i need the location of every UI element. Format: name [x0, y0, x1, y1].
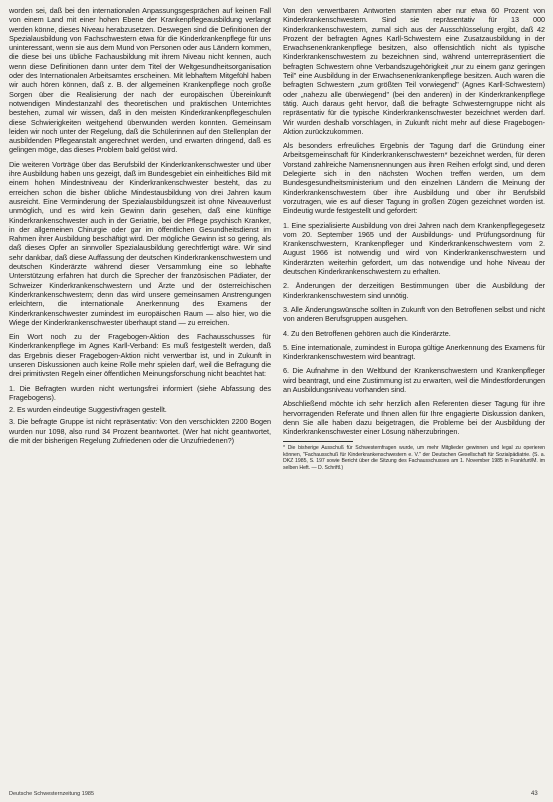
left-paragraph-2: Die weiteren Vorträge über das Berufsbild der Kinderkrankenschwester und über ihre Ausbildung haben uns gezeigt, daß im Bundesgebiet ein einheitliches Bild mit einem hohen Mindestniveau der Kinderkrankenschwester besteht, das zu erreichen schon die bisher übliche Mindestausbildung von drei Jahren kaum ausreicht. Eine Verminderung der Spezialausbildungszeit ist ohne Niveauverlust unmöglich, und es wird kein Gewinn darin gesehen, daß eine künftige Kinderkrankenschwester auch in der Geriatrie, bei der Pflege psychisch Kranker, in der allgemeinen Chirurgie oder gar im öffentlichen Gesundheitsdienst im Rahmen ihrer Ausbildung beschäftigt wird. Der mögliche Gewinn ist so gering, als daß dieses Opfer an sinnvoller Spezialausbildung gerechtfertigt wäre. Wir sind sehr dankbar, daß diese Auffassung der deutschen Kinderkrankenschwestern und deutschen Kinderärzte während dieser Versammlung eine so lebhafte Unterstützung erfahren hat durch die Sprecher der französischen Pädiater, der Schweizer Kinderkrankenschwestern und Ärzte und der österreichischen Kinderkrankenschwestern; denn das wird unsere gemeinsamen Anstrengungen erleichtern, die internationale Anerkennung des Examens der Kinderkrankenschwester zumindest im europäischen Raum — also hier, wo die Wiege der Kinderkrankenschwester überhaupt stand — zu erreichen.: [9, 159, 271, 327]
right-column: [283, 6, 545, 788]
demand-item-2: 2. Änderungen der derzeitigen Bestimmungen über die Ausbildung der Kinderkrankenschwestern sind unnötig.: [283, 281, 545, 300]
right-paragraph-2: Als besonders erfreuliches Ergebnis der Tagung darf die Gründung einer Arbeitsgemeinschaft für Kinderkrankenschwestern* bezeichnet werden, für deren Vorstand zahlreiche Namensnennungen aus ihren Reihen erfolgt sind, und deren Delegierte sich in den nächsten Wochen treffen werden, um dem Bundesgesundheitsministerium und den einzelnen Ländern die Meinung der Kinderkrankenschwestern über ihre Ausbildung und über ihr Berufsbild vorzutragen, wie es auf dieser Tagung in großen Zügen gezeichnet worden ist. Eindeutig wurde festgestellt und gefordert:: [283, 141, 545, 216]
left-column: [9, 6, 271, 788]
right-paragraph-1: Von den verwertbaren Antworten stammten aber nur etwa 60 Prozent von Kinderkrankenschwestern. Sind sie repräsentativ für 13 000 Kinderkrankenschwestern, zumal sich aus der Ausschlüsselung ergibt, daß 42 Prozent der befragten Agnes Karll-Schwestern eine Zusatzausbildung in der Erwachsenenkrankenpflege besitzen, also offensichtlich nicht als typische Kinderkrankenschwestern zu bezeichnen sind, während unterrepräsentiert die befragten Schwestern ohne Verbandszugehörigkeit „nur zu einem ganz geringen Teil" eine Ausbildung in der Erwachsenenkrankenpflege besitzen. Auch waren die befragten Schwestern „zum größten Teil vorwiegend" (Agnes Karll-Schwestern) oder „nahezu alle überwiegend" (bei den anderen) in der Kinderkrankenpflege tätig. Auch daraus geht hervor, daß die befragte Schwesterngruppe nicht als repräsentativ für die typische Kinderkrankenschwester bezeichnet werden darf. Wir wurden deshalb vorschlagen, in Zukunft nicht mehr auf diese Fragebogen-Aktion zurückzukommen.: [283, 6, 545, 136]
closing-paragraph: Abschließend möchte ich sehr herzlich allen Referenten dieser Tagung für ihre hervorragenden Referate und Ihnen allen für Ihre engagierte Diskussion danken, denn Sie alle haben dazu beigetragen, die Probleme bei der Ausbildung der Kinderkrankenschwester einer Lösung näherzubringen.: [283, 399, 545, 437]
left-list-item-3: 3. Die befragte Gruppe ist nicht repräsentativ: Von den verschickten 2200 Bogen wurden nur 1098, also rund 34 Prozent beantwortet. (Wer hat nicht geantwortet, die mit der bisherigen Regelung Zufriedenen oder die Unzufriedenen?): [9, 417, 271, 446]
demand-item-5: 5. Eine internationale, zumindest in Europa gültige Anerkennung des Examens für Kinderkrankenschwestern wird beantragt.: [283, 342, 545, 362]
demand-item-6: 6. Die Aufnahme in den Weltbund der Krankenschwestern und Krankenpfleger wird beantragt, und eine Zustimmung ist zu erwarten, weil die Mindestforderungen an Ausbildungsniveau vorhanden sind.: [283, 366, 545, 394]
left-paragraph-3: Ein Wort noch zu der Fragebogen-Aktion des Fachausschusses für Kinderkrankenpflege im Agnes Karll-Verband: Es muß festgestellt werden, daß das Ergebnis dieser Fragebogen-Aktion nicht verwertbar ist, und in Zukunft in unseren Diskussionen auch keine Rolle mehr spielen darf, weil die Befragung die drei primitivsten Regeln einer öffentlichen Meinungsforschung nicht beachtet hat:: [9, 332, 271, 379]
demand-item-1: 1. Eine spezialisierte Ausbildung von drei Jahren nach dem Krankenpflegegesetz vom 20. September 1965 und der Ausbildungs- und Prüfungsordnung für Krankenschwestern, Krankenpfleger und Kinderkrankenschwestern vom 2. August 1966 ist notwendig und wird von Kinderkrankenschwestern und Kinderärzten weiterhin gefordert, um das notwendige und hohe Niveau der deutschen Kinderkrankenschwestern zu erhalten.: [283, 220, 545, 277]
footnote-divider: [283, 441, 353, 442]
left-list-item-2: 2. Es wurden eindeutige Suggestivfragen gestellt.: [9, 405, 167, 415]
left-paragraph-1: worden sei, daß bei den internationalen Anpassungsgesprächen auf keinen Fall von einem Land mit einer hohen Ebene der Krankenpflegeausbildung verlangt werden könne, dieses Niveau herabzusetzen. Deswegen sind die Definitionen der Spezialausbildung von Fachschwestern etwa für die Kinderkrankenpflege für uns uninteressant, wenn sie aus dem Mund von Personen oder aus Ländern kommen, die diese bei uns übliche Fachausbildung mit ihrem Niveau nicht kennen, auch wenn diese Definitionen dann unter dem Titel der Weltgesundheitsorganisation oder des Internationalen Arbeitsamtes erscheinen. Mit lebhaftem Mitgefühl haben wir auch hören können, daß z. B. der allgemeinen Krankenpflege noch große Sorgen über die Realisierung der nach der europäischen Übereinkunft notwendigen Mindestanzahl des theoretischen und praktischen Unterrichtes bestehen, zumal wir wissen, daß in den meisten Kinderkrankenpflegeschulen diese Schwierigkeiten weitgehend überwunden werden konnten. Gemeinsam leiden wir noch unter der Regelung, daß die Schülerinnen auf den Stellenplan der ausbildenden Pflegeanstalt angerechnet werden, und erwarten dringend, daß es gelingen möge, das dieses Problem bald gelöst wird.: [9, 6, 271, 155]
left-list-item-1: 1. Die Befragten wurden nicht wertungsfrei informiert (siehe Abfassung des Fragebogens).: [9, 383, 271, 402]
demand-item-4: 4. Zu den Betroffenen gehören auch die Kinderärzte.: [283, 328, 451, 338]
page-number: 43: [531, 791, 538, 797]
demand-item-3: 3. Alle Änderungswünsche sollten in Zukunft von den Betroffenen selbst und nicht von anderen Berufsgruppen ausgehen.: [283, 304, 545, 324]
journal-footer: Deutsche Schwesternzeitung 1985: [9, 791, 94, 797]
footnote: * Die bisherige Ausschuß für Schwesternfragen wurde, um mehr Mitglieder gewinnen und legal zu operieren können, "Fachausschuß für Kinderkrankenschwestern e. V." der Deutschen Gesellschaft für Sozialpädiatrie. (S. a. DKZ 1985, S. 197 sowie Bericht über die Sitzung des Fachausschusses am 1. November 1985 in Frankfurt/M. im selben Heft. — D. Schriftl.): [283, 445, 545, 471]
